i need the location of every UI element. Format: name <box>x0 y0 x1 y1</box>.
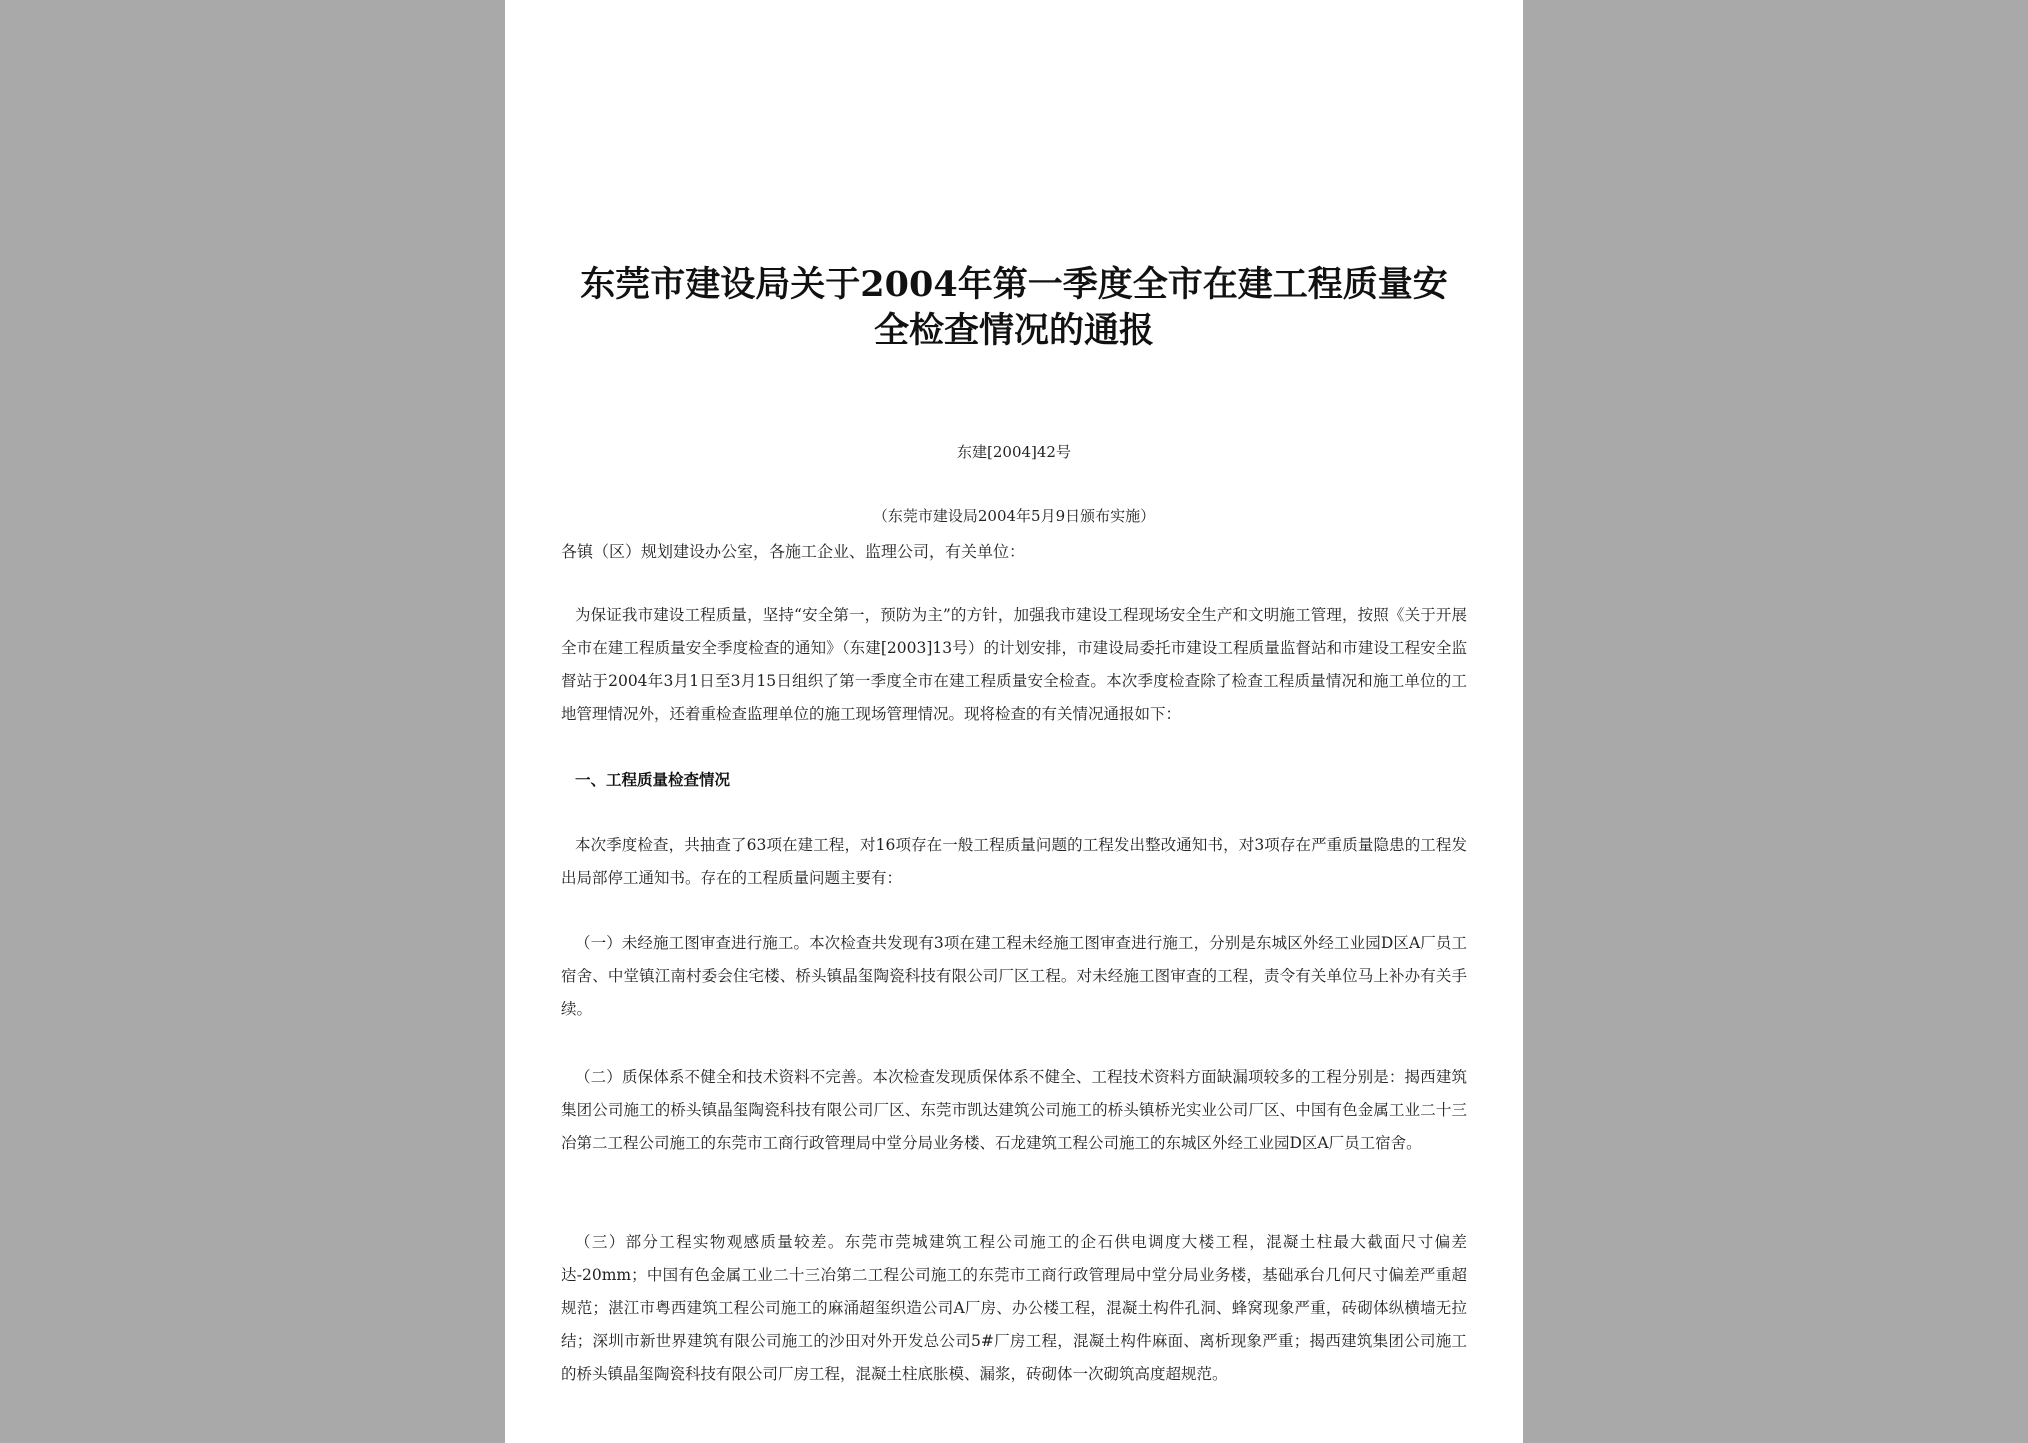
title-line-2: 全检查情况的通报 <box>873 310 1154 351</box>
item-paragraph-1: （一）未经施工图审查进行施工。本次检查共发现有3项在建工程未经施工图审查进行施工，分别是东城区外经工业园D区A厂员工宿舍、中堂镇江南村委会住宅楼、桥头镇晶玺陶瓷科技有限公司厂区工程。对未经施工图审查的工程，责令有关单位马上补办有关手续。 <box>561 934 1467 1018</box>
recipient-line: 各镇（区）规划建设办公室，各施工企业、监理公司，有关单位： <box>561 542 1026 561</box>
document-number: 东建[2004]42号 <box>957 443 1071 461</box>
item-paragraph-3: （三）部分工程实物观感质量较差。东莞市莞城建筑工程公司施工的企石供电调度大楼工程，混凝土柱最大截面尺寸偏差达-20mm；中国有色金属工业二十三冶第二工程公司施工的东莞市工商行政管理局中堂分局业务楼，基础承台几何尺寸偏差严重超规范；湛江市粤西建筑工程公司施工的麻涌超玺织造公司A厂房、办公楼工程，混凝土构件孔洞、蜂窝现象严重，砖砌体纵横墙无拉结；深圳市新世界建筑有限公司施工的沙田对外开发总公司5#厂房工程，混凝土构件麻面、离析现象严重；揭西建筑集团公司施工的桥头镇晶玺陶瓷科技有限公司厂房工程，混凝土柱底胀模、漏浆，砖砌体一次砌筑高度超规范。 <box>561 1233 1467 1383</box>
intro-paragraph: 为保证我市建设工程质量，坚持“安全第一，预防为主”的方针，加强我市建设工程现场安全生产和文明施工管理，按照《关于开展全市在建工程质量安全季度检查的通知》（东建[2003]13号）的计划安排，市建设局委托市建设工程质量监督站和市建设工程安全监督站于2004年3月1日至3月15日组织了第一季度全市在建工程质量安全检查。本次季度检查除了检查工程质量情况和施工单位的工地管理情况外，还着重检查监理单位的施工现场管理情况。现将检查的有关情况通报如下： <box>561 606 1467 723</box>
item-paragraph-2: （二）质保体系不健全和技术资料不完善。本次检查发现质保体系不健全、工程技术资料方面缺漏项较多的工程分别是：揭西建筑集团公司施工的桥头镇晶玺陶瓷科技有限公司厂区、东莞市凯达建筑公司施工的桥头镇桥光实业公司厂区、中国有色金属工业二十三冶第二工程公司施工的东莞市工商行政管理局中堂分局业务楼、石龙建筑工程公司施工的东城区外经工业园D区A厂员工宿舍。 <box>561 1068 1467 1152</box>
issued-note: （东莞市建设局2004年5月9日颁布实施） <box>872 507 1156 525</box>
document-page <box>505 0 1523 1443</box>
section-heading: 一、工程质量检查情况 <box>575 770 731 789</box>
document-title <box>561 262 1467 354</box>
section-paragraph: 本次季度检查，共抽查了63项在建工程，对16项存在一般工程质量问题的工程发出整改通知书，对3项存在严重质量隐患的工程发出局部停工通知书。存在的工程质量问题主要有： <box>561 836 1467 887</box>
title-line-1: 东莞市建设局关于2004年第一季度全市在建工程质量安 <box>580 264 1448 305</box>
